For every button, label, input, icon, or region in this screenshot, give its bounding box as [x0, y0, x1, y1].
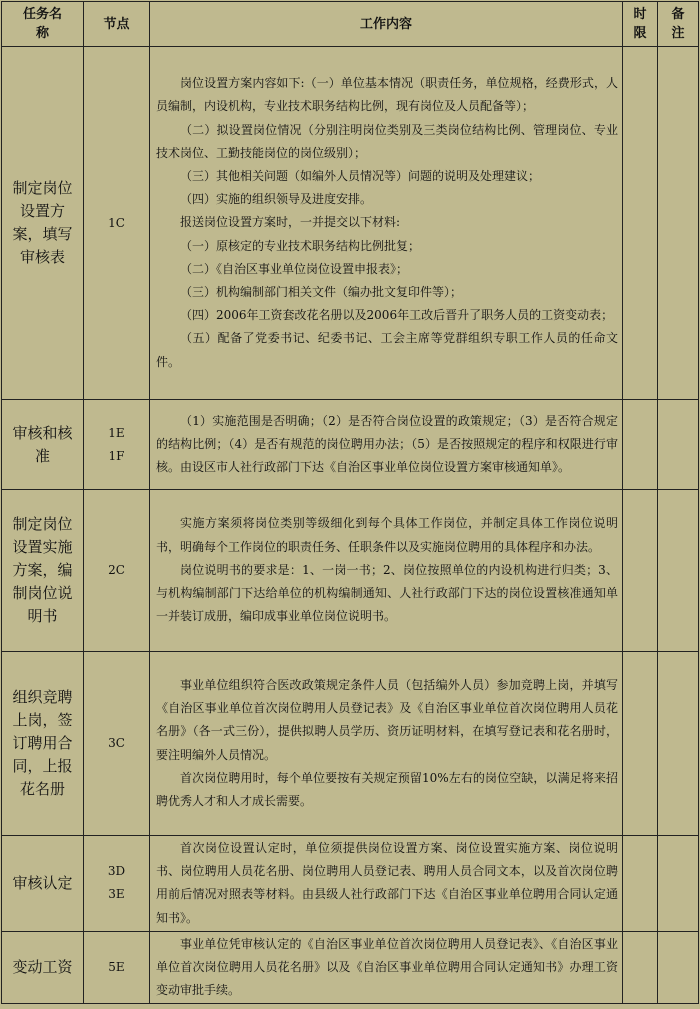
- content-paragraph: 事业单位组织符合医改政策规定条件人员（包括编外人员）参加竞聘上岗，并填写《自治区事业单位首次岗位聘用人员登记表》及《自治区事业单位首次岗位聘用人员花名册》（各一式三份），提供拟聘人员学历、资历证明材料，在填写登记表和花名册时，要注明编外人员情况。: [156, 677, 618, 762]
- task-name-cell: 审核认定: [2, 836, 84, 932]
- content-paragraph: （二）《自治区事业单位岗位设置申报表》；: [180, 261, 409, 276]
- remark-cell: [658, 400, 699, 490]
- task-name-cell: 制定岗位设置方案，填写审核表: [2, 47, 84, 400]
- node-cell: [84, 836, 150, 932]
- content-paragraph: （四）2006年工资套改花名册以及2006年工改后晋升了职务人员的工资变动表；: [180, 308, 614, 323]
- table-row: [2, 490, 699, 652]
- node-code: 1F: [108, 448, 125, 463]
- node-code: 5E: [108, 960, 125, 975]
- table-row: [2, 652, 699, 836]
- content-paragraph: （三）其他相关问题（如编外人员情况等）问题的说明及处理建议；: [180, 168, 541, 183]
- remark-cell: [658, 652, 699, 836]
- remark-cell: [658, 931, 699, 1004]
- content-cell: [150, 400, 623, 490]
- node-code: 3E: [108, 887, 125, 902]
- content-cell: [150, 931, 623, 1004]
- node-cell: [84, 400, 150, 490]
- node-cell: [84, 490, 150, 652]
- time-limit-cell: [623, 836, 658, 932]
- node-code: 2C: [108, 563, 125, 577]
- content-paragraph: 事业单位凭审核认定的《自治区事业单位首次岗位聘用人员登记表》、《自治区事业单位首次岗位聘用人员花名册》以及《自治区事业单位聘用合同认定通知书》办理工资变动审批手续。: [156, 936, 618, 998]
- task-name-cell: 审核和核准: [2, 400, 84, 490]
- content-paragraph: （三）机构编制部门相关文件（编办批文复印件等）；: [180, 285, 463, 299]
- task-name-cell: 组织竞聘上岗，签订聘用合同，上报花名册: [2, 652, 84, 836]
- remark-cell: [658, 490, 699, 652]
- header-node: 节点: [84, 2, 150, 47]
- time-limit-cell: [623, 652, 658, 836]
- content-paragraph: 首次岗位设置认定时，单位须提供岗位设置方案、岗位设置实施方案、岗位说明书、岗位聘用人员花名册、岗位聘用人员登记表、聘用人员合同文本，以及首次岗位聘用前后情况对照表等材料。由县级人社行政部门下达《自治区事业单位聘用合同认定通知书》。: [156, 841, 618, 925]
- node-code: 1C: [108, 215, 125, 230]
- node-code: 3D: [107, 864, 126, 879]
- table-row: [2, 400, 699, 490]
- node-cell: [84, 652, 150, 836]
- content-paragraph: （五）配备了党委书记、纪委书记、工会主席等党群组织专职工作人员的任命文件。: [156, 331, 618, 369]
- header-content: 工作内容: [150, 2, 623, 47]
- node-cell: [84, 47, 150, 400]
- work-table: [1, 1, 699, 1004]
- content-paragraph: （二）拟设置岗位情况（分别注明岗位类别及三类岗位结构比例、管理岗位、专业技术岗位、工勤技能岗位的岗位级别）；: [156, 122, 618, 160]
- task-name-cell: 变动工资: [2, 931, 84, 1004]
- time-limit-cell: [623, 490, 658, 652]
- content-paragraph: 岗位设置方案内容如下:（一）单位基本情况（职责任务，单位规格，经费形式，人员编制，内设机构，专业技术职务结构比例，现有岗位及人员配备等）；: [156, 76, 618, 114]
- node-code: 3C: [108, 736, 125, 750]
- time-limit-cell: [623, 931, 658, 1004]
- header-row: [2, 2, 699, 47]
- task-name-cell: 制定岗位设置实施方案，编制岗位说明书: [2, 490, 84, 652]
- node-code: 1E: [108, 425, 125, 440]
- remark-cell: [658, 47, 699, 400]
- content-paragraph: 首次岗位聘用时，每个单位要按有关规定预留10%左右的岗位空缺，以满足将来招聘优秀人才和人才成长需要。: [156, 770, 618, 808]
- time-limit-cell: [623, 400, 658, 490]
- content-paragraph: 报送岗位设置方案时，一并提交以下材料:: [180, 215, 401, 230]
- content-paragraph: （四）实施的组织领导及进度安排。: [180, 192, 373, 207]
- header-task-name: 任务名称: [2, 2, 84, 47]
- content-cell: [150, 652, 623, 836]
- table-row: [2, 931, 699, 1004]
- table-row: [2, 47, 699, 400]
- header-remark: 备注: [658, 2, 699, 47]
- content-paragraph: 实施方案须将岗位类别等级细化到每个具体工作岗位，并制定具体工作岗位说明书，明确每个工作岗位的职责任务、任职条件以及实施岗位聘用的具体程序和办法。: [156, 516, 618, 554]
- time-limit-cell: [623, 47, 658, 400]
- remark-cell: [658, 836, 699, 932]
- content-paragraph: （一）原核定的专业技术职务结构比例批复；: [180, 238, 421, 253]
- content-paragraph: （1）实施范围是否明确；（2）是否符合岗位设置的政策规定；（3）是否符合规定的结构比例；（4）是否有规范的岗位聘用办法；（5）是否按照规定的程序和权限进行审核。由设区市人社行政部门下达《自治区事业单位岗位设置方案审核通知单》。: [156, 413, 618, 475]
- content-cell: [150, 836, 623, 932]
- node-cell: [84, 931, 150, 1004]
- content-cell: [150, 47, 623, 400]
- table-row: [2, 836, 699, 932]
- content-cell: [150, 490, 623, 652]
- content-paragraph: 岗位说明书的要求是：1、一岗一书；2、岗位按照单位的内设机构进行归类；3、与机构编制部门下达给单位的机构编制通知、人社行政部门下达的岗位设置核准通知单一并装订成册，编印成事业单位岗位说明书。: [156, 562, 618, 624]
- header-time-limit: 时限: [623, 2, 658, 47]
